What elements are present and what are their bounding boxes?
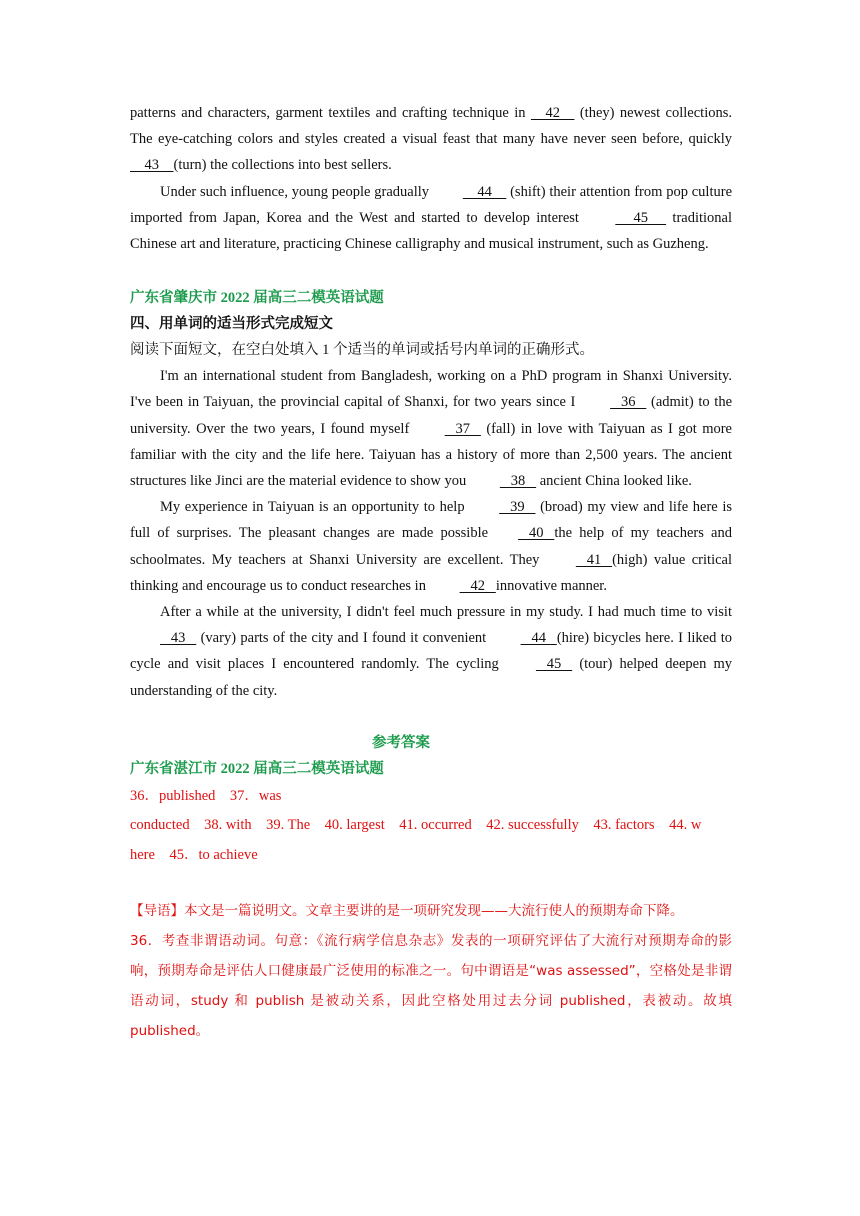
blank-36: 36: [610, 394, 647, 411]
blank-45: 45: [615, 209, 667, 226]
blank-40: 40: [518, 525, 555, 542]
blank-42b: 42: [459, 577, 496, 594]
blank-37: 37: [444, 420, 481, 437]
text: ancient China looked like.: [536, 473, 692, 490]
text: traditional Chinese art and literature, practicing Chinese calligraphy and musical instrument, such as Guzheng.: [130, 209, 733, 253]
text: (broad) my view and life here is full of surprises. The pleasant changes are made possible: [130, 499, 732, 542]
blank-43: 43: [130, 157, 174, 174]
text: (tour) helped deepen my understanding of the city.: [130, 656, 732, 699]
text: (shift) their attention from pop culture imported from Japan, Korea and the West and started to develop interest: [130, 183, 733, 226]
blank-41: 41: [575, 551, 613, 568]
explanation-36: 36．考查非谓语动词。句意：《流行病学信息杂志》发表的一项研究评估了大流行对预期寿命的影响，预期寿命是评估人口健康最广泛使用的标准之一。句中谓语是“was assessed”，空格处是非谓语动词，study 和 publish 是被动关系，因此空格处用过去分词 published，表被动。故填 published。: [130, 933, 732, 1040]
text: (turn) the collections into best sellers.: [173, 157, 392, 174]
blank-44b: 44: [520, 630, 557, 647]
part-title: 四、用单词的适当形式完成短文: [130, 316, 333, 333]
passage2-paragraph1: [130, 363, 732, 494]
blank-42: 42: [530, 105, 575, 121]
instruction: 阅读下面短文，在空白处填入 1 个适当的单词或括号内单词的正确形式。: [130, 342, 594, 359]
blank-44: 44: [462, 183, 507, 200]
text: (fall) in love with Taiyuan as I got more familiar with the city and the life here. Taiyuan has a history of more than 2,500 years. The ancient structures like Jinci are the material evidence to show you: [130, 420, 732, 490]
text: I'm an international student from Bangladesh, working on a PhD program in Shanxi University. I've been in Taiyuan, the provincial capital of Shanxi, for two years since I: [130, 368, 732, 411]
text: innovative manner.: [495, 577, 607, 594]
answers-title: 参考答案: [372, 734, 430, 751]
text: Under such influence, young people gradually: [160, 183, 433, 200]
text: (vary) parts of the city and I found it convenient: [196, 630, 491, 647]
passage2-paragraph2: [130, 494, 732, 599]
blank-38: 38: [499, 473, 537, 490]
blank-43b: 43: [160, 630, 197, 647]
guide-text: 【导语】本文是一篇说明文。文章主要讲的是一项研究发现——大流行使人的预期寿命下降。: [130, 903, 684, 920]
section-heading-zhaoqing: 广东省肇庆市 2022 届高三二模英语试题: [130, 290, 384, 307]
blank-39: 39: [499, 499, 536, 516]
text: (admit) to the university. Over the two years, I found myself: [130, 394, 733, 437]
answers-line2: conducted 38. with 39. The 40. largest 41. occurred 42. successfully 43. factors 44. w: [130, 817, 702, 834]
text: After a while at the university, I didn't feel much pressure in my study. I had much time to visit: [160, 604, 732, 621]
text: (high) value critical thinking and encourage us to conduct researches in: [130, 551, 732, 594]
blank-45b: 45: [535, 656, 573, 673]
answers-line1: 36．published 37．was: [130, 787, 282, 804]
answers-heading-zhanjiang: 广东省湛江市 2022 届高三二模英语试题: [130, 760, 384, 777]
answers-line3: here 45．to achieve: [130, 846, 258, 863]
text: (they) newest collections. The eye-catching colors and styles created a visual feast that many have never seen before, quickly: [130, 105, 732, 148]
text: patterns and characters, garment textiles and crafting technique in: [130, 105, 531, 121]
passage2-paragraph3: [130, 599, 732, 704]
text: (hire) bicycles here. I liked to cycle and visit places I encountered randomly. The cycling: [130, 630, 732, 673]
text: the help of my teachers and schoolmates. My teachers at Shanxi University are excellent. They: [130, 525, 732, 568]
text: My experience in Taiyuan is an opportunity to help: [160, 499, 470, 516]
passage1-paragraph1: [130, 100, 732, 179]
passage1-paragraph2: [130, 179, 732, 258]
document-page: [130, 100, 732, 1046]
